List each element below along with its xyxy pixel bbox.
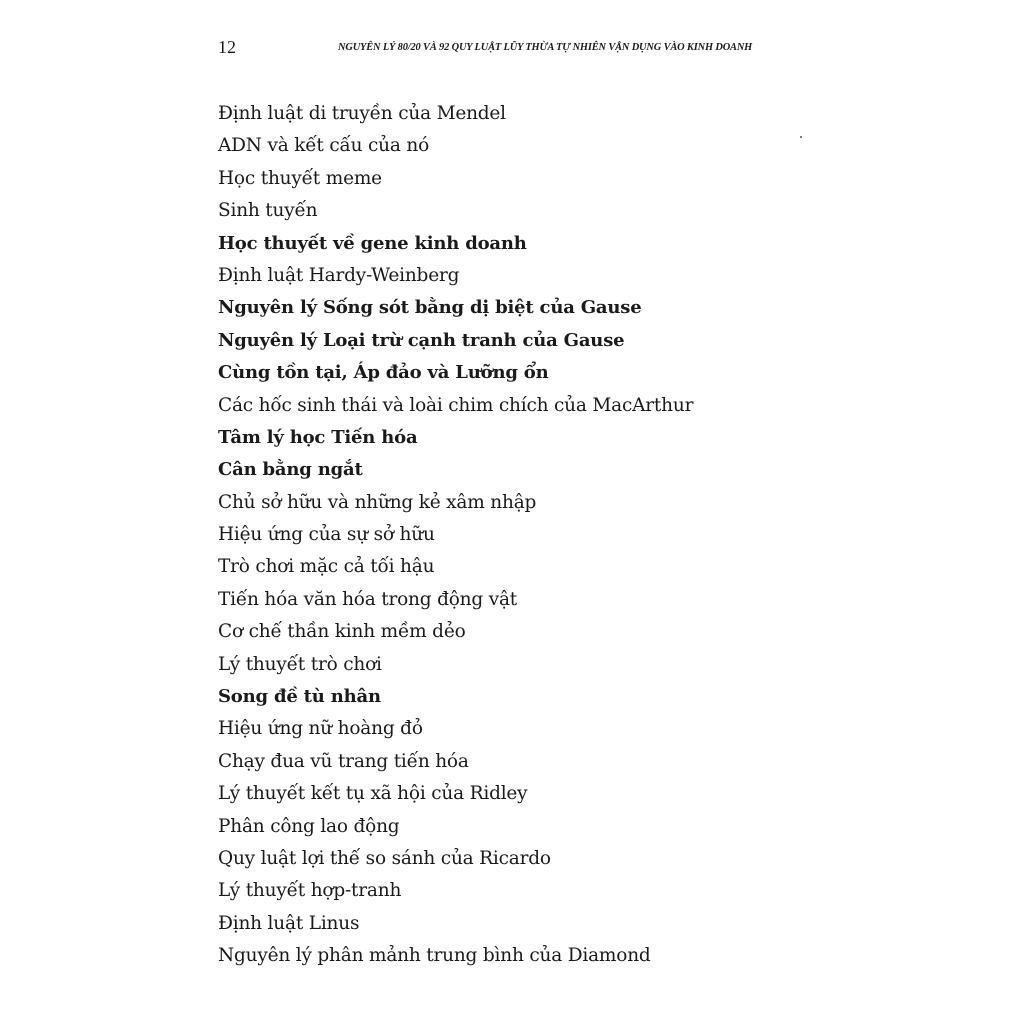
toc-entry: Lý thuyết hợp-tranh <box>218 880 402 902</box>
toc-entry: Nguyên lý Loại trừ cạnh tranh của Gause <box>218 329 625 351</box>
toc-entry: Định luật Linus <box>218 912 360 934</box>
toc-entry: Chủ sở hữu và những kẻ xâm nhập <box>218 491 537 513</box>
toc-entry: Tâm lý học Tiến hóa <box>218 426 418 448</box>
table-of-contents-list <box>218 98 693 973</box>
toc-entry: Hiệu ứng của sự sở hữu <box>218 524 435 546</box>
toc-entry: ADN và kết cấu của nó <box>218 135 430 157</box>
toc-entry: Cơ chế thần kinh mềm dẻo <box>218 621 466 643</box>
toc-entry: Lý thuyết trò chơi <box>218 653 382 675</box>
toc-entry: Tiến hóa văn hóa trong động vật <box>218 588 518 610</box>
toc-entry: Nguyên lý Sống sót bằng dị biệt của Gause <box>218 297 642 319</box>
toc-entry: Trò chơi mặc cả tối hậu <box>218 556 435 578</box>
toc-entry: Học thuyết meme <box>218 167 382 189</box>
toc-entry: Cân bằng ngắt <box>218 459 363 481</box>
toc-entry: Song đề tù nhân <box>218 686 381 708</box>
toc-entry: Nguyên lý phân mảnh trung bình của Diamond <box>218 945 651 967</box>
toc-entry: Chạy đua vũ trang tiến hóa <box>218 750 469 772</box>
print-speck <box>800 136 802 138</box>
toc-entry: Định luật Hardy-Weinberg <box>218 264 460 286</box>
toc-entry: Hiệu ứng nữ hoàng đỏ <box>218 718 423 740</box>
toc-entry: Các hốc sinh thái và loài chim chích của MacArthur <box>218 394 694 416</box>
toc-entry: Quy luật lợi thế so sánh của Ricardo <box>218 847 551 869</box>
toc-entry: Phân công lao động <box>218 815 400 837</box>
toc-entry: Định luật di truyền của Mendel <box>218 103 506 124</box>
toc-entry: Cùng tồn tại, Áp đảo và Lưỡng ổn <box>218 362 549 384</box>
running-header-title: NGUYÊN LÝ 80/20 VÀ 92 QUY LUẬT LŨY THỪA TỰ NHIÊN VẬN DỤNG VÀO KINH DOANH <box>338 42 753 53</box>
toc-entry: Sinh tuyến <box>218 200 318 222</box>
toc-entry: Học thuyết về gene kinh doanh <box>218 232 527 254</box>
page-number: 12 <box>218 37 236 57</box>
toc-entry: Lý thuyết kết tụ xã hội của Ridley <box>218 783 528 805</box>
